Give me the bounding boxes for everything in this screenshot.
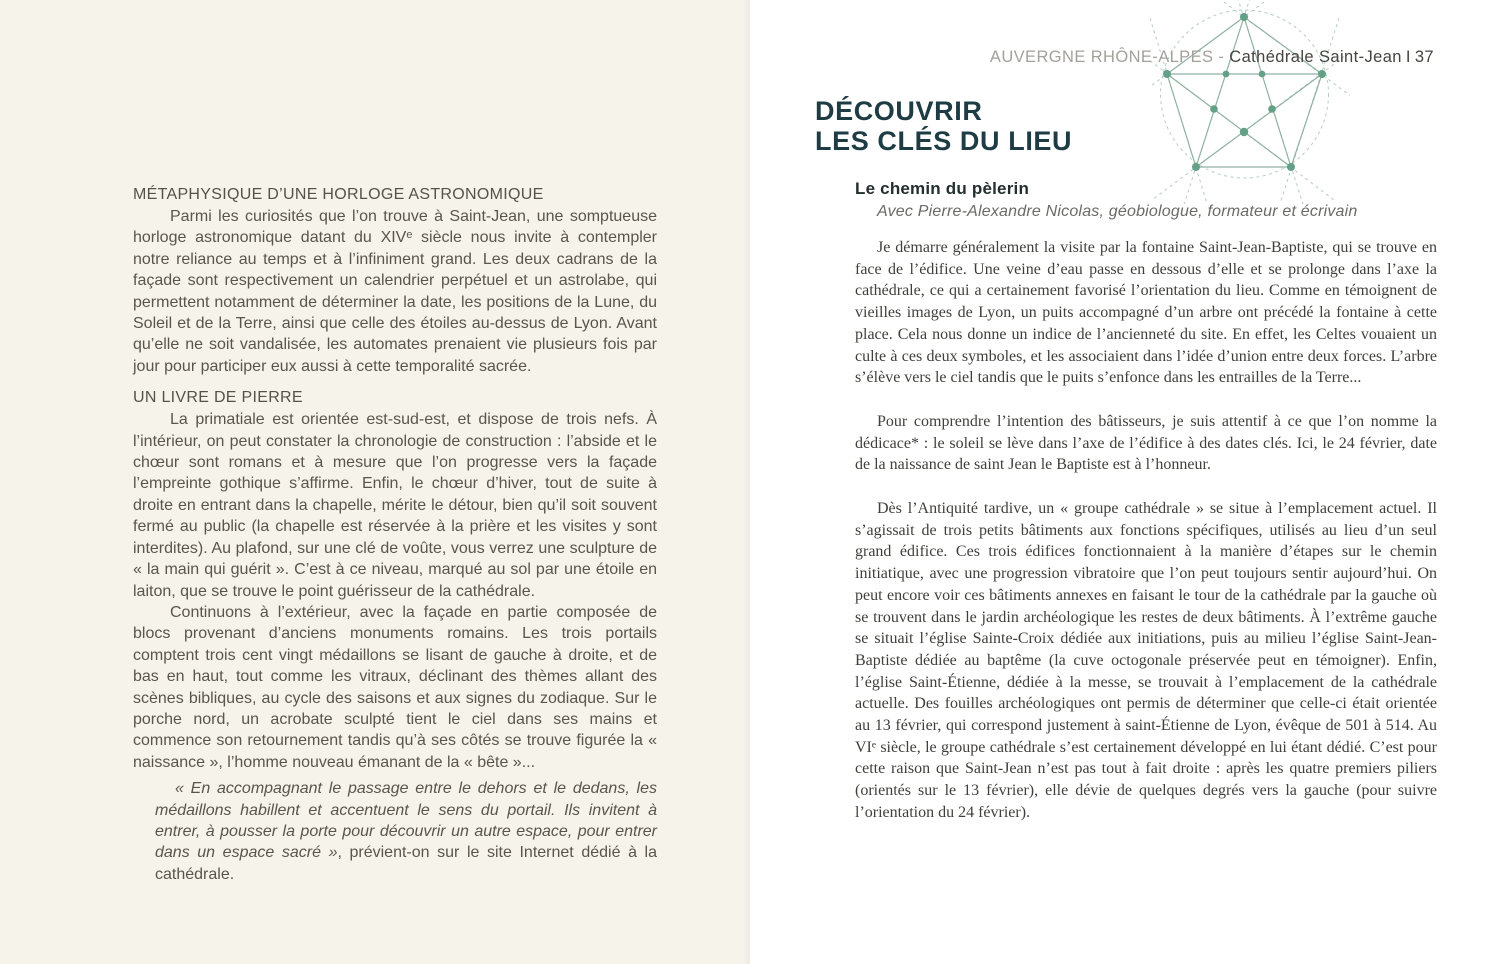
page-title-line1: DÉCOUVRIR [815, 96, 983, 126]
paragraph-exterieur: Continuons à l’extérieur, avec la façade en partie composée de blocs provenant d’anciens monuments romains. Les trois portails comptent trois cent vingt médaillons se lisant de gauche à droite, et de bas en haut, tout comme les vitraux, déclinant des thèmes allant des scènes bibliques, au cycle des saisons et aux signes du zodiaque. Sur le porche nord, un acrobate sculpté tient le ciel dans ses mains et commence son retournement tandis qu’à ses côtés se trouve figurée la « naissance », l’homme nouveau émanant de la « bête »... [133, 603, 657, 771]
paragraph-primatiale: La primatiale est orientée est-sud-est, et dispose de trois nefs. À l’intérieur, on peut constater la chronologie de construction : l’abside et le chœur sont romans et à mesure que l’on progresse vers la façade l’empreinte gothique s’affirme. Enfin, le chœur d’hiver, tout de suite à droite en entrant dans la chapelle, mérite le détour, bien qu’il soit souvent fermé au public (la chapelle est réservée à la prière et les visites y sont interdites). Au plafond, sur une clé de voûte, vous verrez une sculpture de « la main qui guérit ». C’est à ce niveau, marqué au sol par une étoile en laiton, que se trouve le point guérisseur de la cathédrale. [133, 411, 657, 600]
left-text-column [133, 186, 657, 885]
right-text-column [855, 237, 1437, 846]
page-title [815, 96, 1072, 156]
header-divider: I [1405, 48, 1411, 66]
header-separator: - [1213, 48, 1230, 66]
right-page [750, 0, 1500, 964]
byline: Avec Pierre-Alexandre Nicolas, géobiologue, formateur et écrivain [877, 203, 1358, 220]
section-heading-livre-de-pierre: UN LIVRE DE PIERRE [133, 389, 303, 407]
header-location: Cathédrale Saint-Jean [1229, 48, 1402, 66]
section-heading-chemin-du-pelerin: Le chemin du pèlerin [855, 179, 1030, 198]
section-heading-horloge: MÉTAPHYSIQUE D’UNE HORLOGE ASTRONOMIQUE [133, 186, 544, 203]
sacred-geometry-diagram [1150, 0, 1350, 204]
running-header [990, 48, 1434, 67]
paragraph-groupe-cathedrale: Dès l’Antiquité tardive, un « groupe cathédrale » se situe à l’emplacement actuel. Il s’agissait de trois petits bâtiments aux fonctions spécifiques, utilisés au lieu d’un seul grand édifice. Ces trois édifices fonctionnaient à la manière d’étapes sur le chemin initiatique, avec une progression vibratoire que l’on peut toujours sentir aujourd’hui. On peut encore voir ces bâtiments annexes en faisant le tour de la cathédrale par la gauche où se trouvent dans le jardin archéologique les restes de deux bâtiments. À l’extrême gauche se situait l’église Sainte-Croix dédiée aux initiations, puis au milieu l’église Saint-Jean-Baptiste dédiée au baptême (la cuve octogonale préservée peut en témoigner). Enfin, l’église Saint-Étienne, dédiée à la messe, se trouvait à l’emplacement de la cathédrale actuelle. Des fouilles archéologiques ont permis de déterminer que celle-ci était orientée au 13 février, qui correspond justement à saint-Étienne de Lyon, évêque de 501 à 514. Au VIᵉ siècle, le groupe cathédrale s’est certainement développé en lui étant dédié. C’est pour cette raison que Saint-Jean n’est pas tout à fait droite : après les quatre premiers piliers (orientés sur le 13 février), elle dévie de quelques degrés vers la gauche (pour suivre l’orientation du 24 février). [855, 500, 1437, 821]
diagram-nodes [1163, 13, 1326, 171]
page-number: 37 [1414, 48, 1434, 66]
quote-italic-text: « En accompagnant le passage entre le dehors et le dedans, les médaillons habillent et accentuent le sens du portail. Ils invitent à entrer, à pousser la porte pour découvrir un autre espace, pour entrer dans un espace sacré » [155, 780, 657, 862]
paragraph-horloge: Parmi les curiosités que l’on trouve à Saint-Jean, une somptueuse horloge astronomique datant du XIVᵉ siècle nous invite à contempler notre reliance au temps et à l’infiniment grand. Les deux cadrans de la façade sont respectivement un calendrier perpétuel et un astrolabe, qui permettent notamment de déterminer la date, les positions de la Lune, du Soleil et de la Terre, ainsi que celle des étoiles au-dessus de Lyon. Avant qu’elle ne soit vandalisée, les automates prenaient vie plusieurs fois par jour pour participer eux aussi à cette temporalité sacrée. [133, 208, 657, 375]
page-title-line2: LES CLÉS DU LIEU [815, 126, 1073, 156]
paragraph-dedicace: Pour comprendre l’intention des bâtisseurs, je suis attentif à ce que l’on nomme la dédicace* : le soleil se lève dans l’axe de l’édifice à des dates clés. Ici, le 24 février, date de la naissance de saint Jean le Baptiste est à l’honneur. [855, 412, 1437, 474]
paragraph-fontaine: Je démarre généralement la visite par la fontaine Saint-Jean-Baptiste, qui se trouve en face de l’édifice. Une veine d’eau passe en dessous d’elle et se prolonge dans l’axe la cathédrale, ce qui a certainement favorisé l’orientation du lieu. Comme en témoignent de vieilles images de Lyon, un puits accompagné d’un arbre ont précédé la fontaine à cette place. Cela nous donne un indice de l’ancienneté du site. En effet, les Celtes vouaient un culte à ces deux symboles, et les associaient dans l’idée d’union entre deux forces. L’arbre s’élève vers le ciel tandis que le puits s’enfonce dans les entrailles de la Terre... [855, 239, 1437, 387]
diagram-dashed-lines [1150, 0, 1350, 204]
header-region: AUVERGNE RHÔNE-ALPES [989, 48, 1214, 66]
diagram-solid-lines [1167, 17, 1322, 167]
quote-block [133, 778, 657, 885]
quote-attribution: , prévient-on sur le site Internet dédié à la cathédrale. [155, 844, 658, 883]
